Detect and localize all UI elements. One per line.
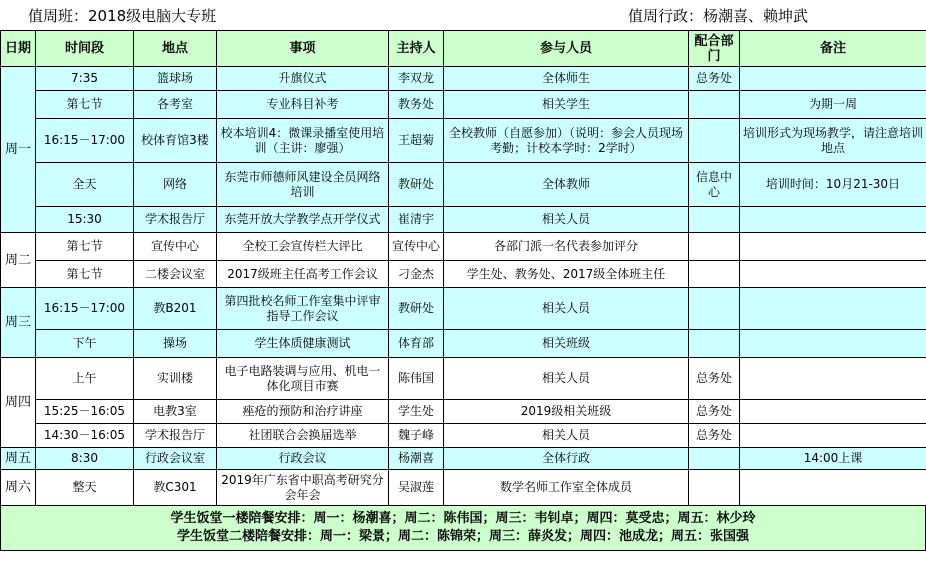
time-cell: 下午 (36, 330, 134, 358)
table-row (1, 163, 926, 207)
participants-cell: 相关人员 (444, 288, 689, 330)
note-cell: 培训时间：10月21-30日 (740, 163, 926, 207)
time-cell: 8:30 (36, 448, 134, 470)
day-cell: 周三 (1, 288, 36, 358)
place-cell: 实训楼 (134, 358, 217, 400)
dept-cell: 总务处 (689, 358, 740, 400)
table-row (1, 358, 926, 400)
table-row (1, 400, 926, 424)
item-cell: 学生体质健康测试 (217, 330, 389, 358)
note-cell: 培训形式为现场教学，请注意培训地点 (740, 119, 926, 163)
host-cell: 吴淑莲 (389, 470, 444, 506)
dept-cell (689, 330, 740, 358)
dept-cell (689, 470, 740, 506)
table-row (1, 261, 926, 288)
place-cell: 网络 (134, 163, 217, 207)
item-cell: 全校工会宣传栏大评比 (217, 233, 389, 261)
dept-cell (689, 119, 740, 163)
item-cell: 东莞开放大学教学点开学仪式 (217, 207, 389, 233)
place-cell: 操场 (134, 330, 217, 358)
note-cell: 为期一周 (740, 91, 926, 119)
table-row (1, 448, 926, 470)
place-cell: 篮球场 (134, 67, 217, 91)
col-dept: 配合部门 (689, 31, 740, 67)
item-cell: 升旗仪式 (217, 67, 389, 91)
place-cell: 电教3室 (134, 400, 217, 424)
time-cell: 16:15－17:00 (36, 288, 134, 330)
participants-cell: 2019级相关班级 (444, 400, 689, 424)
note-cell (740, 358, 926, 400)
col-date: 日期 (1, 31, 36, 67)
participants-cell: 全体师生 (444, 67, 689, 91)
participants-cell: 相关学生 (444, 91, 689, 119)
participants-cell: 各部门派一名代表参加评分 (444, 233, 689, 261)
place-cell: 学术报告厅 (134, 424, 217, 448)
item-cell: 校本培训4：微课录播室使用培训（主讲：廖强） (217, 119, 389, 163)
day-cell: 周四 (1, 358, 36, 448)
time-cell: 整天 (36, 470, 134, 506)
note-cell (740, 67, 926, 91)
col-host: 主持人 (389, 31, 444, 67)
host-cell: 教务处 (389, 91, 444, 119)
dept-cell: 信息中心 (689, 163, 740, 207)
host-cell: 李双龙 (389, 67, 444, 91)
host-cell: 学生处 (389, 400, 444, 424)
place-cell: 校体育馆3楼 (134, 119, 217, 163)
time-cell: 14:30－16:05 (36, 424, 134, 448)
note-cell (740, 288, 926, 330)
time-cell: 第七节 (36, 91, 134, 119)
time-cell: 16:15－17:00 (36, 119, 134, 163)
table-row (1, 119, 926, 163)
participants-cell: 学生处、教务处、2017级全体班主任 (444, 261, 689, 288)
dept-cell (689, 233, 740, 261)
note-cell (740, 400, 926, 424)
note-cell (740, 424, 926, 448)
participants-cell: 相关人员 (444, 358, 689, 400)
host-cell: 教研处 (389, 163, 444, 207)
item-cell: 行政会议 (217, 448, 389, 470)
table-row (1, 424, 926, 448)
class-on-duty: 值周班：2018级电脑大专班 (28, 7, 217, 25)
note-cell (740, 207, 926, 233)
time-cell: 15:25－16:05 (36, 400, 134, 424)
host-cell: 刁金杰 (389, 261, 444, 288)
dept-cell (689, 91, 740, 119)
table-row (1, 67, 926, 91)
dept-cell (689, 448, 740, 470)
note-cell (740, 470, 926, 506)
place-cell: 各考室 (134, 91, 217, 119)
table-row (1, 207, 926, 233)
col-note: 备注 (740, 31, 926, 67)
participants-cell: 全体行政 (444, 448, 689, 470)
host-cell: 崔清宇 (389, 207, 444, 233)
place-cell: 学术报告厅 (134, 207, 217, 233)
place-cell: 行政会议室 (134, 448, 217, 470)
note-cell (740, 330, 926, 358)
participants-cell: 全体教师 (444, 163, 689, 207)
table-row (1, 330, 926, 358)
admin-on-duty: 值周行政：杨潮喜、赖坤武 (628, 7, 809, 25)
table-row (1, 91, 926, 119)
item-cell: 2019年广东省中职高考研究分会年会 (217, 470, 389, 506)
item-cell: 社团联合会换届选举 (217, 424, 389, 448)
participants-cell: 全校教师（自愿参加）（说明：参会人员现场考勤；计校本学时：2学时） (444, 119, 689, 163)
host-cell: 体育部 (389, 330, 444, 358)
place-cell: 宣传中心 (134, 233, 217, 261)
host-cell: 陈伟国 (389, 358, 444, 400)
note-cell (740, 233, 926, 261)
dept-cell: 总务处 (689, 400, 740, 424)
dept-cell (689, 207, 740, 233)
participants-cell: 相关人员 (444, 424, 689, 448)
participants-cell: 数学名师工作室全体成员 (444, 470, 689, 506)
participants-cell: 相关人员 (444, 207, 689, 233)
item-cell: 痤疮的预防和治疗讲座 (217, 400, 389, 424)
note-cell: 14:00上课 (740, 448, 926, 470)
place-cell: 教C301 (134, 470, 217, 506)
day-cell: 周二 (1, 233, 36, 288)
host-cell: 教研处 (389, 288, 444, 330)
participants-cell: 相关班级 (444, 330, 689, 358)
table-row (1, 288, 926, 330)
time-cell: 第七节 (36, 233, 134, 261)
time-cell: 上午 (36, 358, 134, 400)
title-bar (0, 0, 926, 30)
time-cell: 15:30 (36, 207, 134, 233)
note-cell (740, 261, 926, 288)
dept-cell (689, 288, 740, 330)
dining-duty-footer (0, 506, 926, 551)
time-cell: 7:35 (36, 67, 134, 91)
host-cell: 杨潮喜 (389, 448, 444, 470)
place-cell: 教B201 (134, 288, 217, 330)
day-cell: 周五 (1, 448, 36, 470)
dining-floor1-line: 学生饭堂一楼陪餐安排：周一：杨潮喜；周二：陈伟国；周三：韦钊卓；周四：莫受忠；周五：林少玲 (170, 511, 756, 526)
item-cell: 电子电路装调与应用、机电一体化项目市赛 (217, 358, 389, 400)
table-row (1, 233, 926, 261)
item-cell: 专业科目补考 (217, 91, 389, 119)
day-cell: 周六 (1, 470, 36, 506)
header-row (1, 31, 926, 67)
dining-floor2-line: 学生饭堂二楼陪餐安排：周一：梁景；周二：陈锦荣；周三：薛炎发；周四：池成龙；周五：张国强 (176, 529, 749, 544)
table-row (1, 470, 926, 506)
host-cell: 宣传中心 (389, 233, 444, 261)
col-time: 时间段 (36, 31, 134, 67)
time-cell: 全天 (36, 163, 134, 207)
day-cell: 周一 (1, 67, 36, 233)
col-place: 地点 (134, 31, 217, 67)
col-participants: 参与人员 (444, 31, 689, 67)
time-cell: 第七节 (36, 261, 134, 288)
dept-cell: 总务处 (689, 67, 740, 91)
host-cell: 魏子峰 (389, 424, 444, 448)
item-cell: 2017级班主任高考工作会议 (217, 261, 389, 288)
dept-cell: 总务处 (689, 424, 740, 448)
col-item: 事项 (217, 31, 389, 67)
host-cell: 王超菊 (389, 119, 444, 163)
schedule-table (0, 30, 926, 506)
item-cell: 第四批校名师工作室集中评审指导工作会议 (217, 288, 389, 330)
item-cell: 东莞市师德师风建设全员网络培训 (217, 163, 389, 207)
dept-cell (689, 261, 740, 288)
place-cell: 二楼会议室 (134, 261, 217, 288)
